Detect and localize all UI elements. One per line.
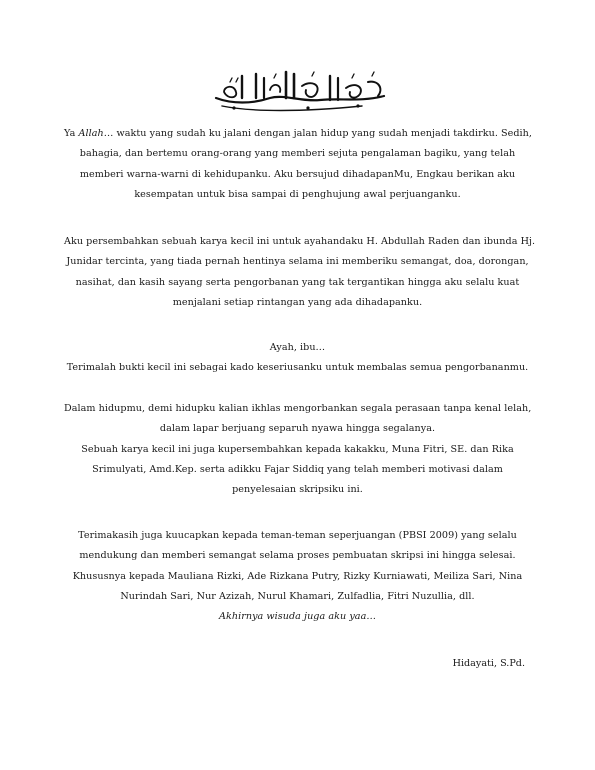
siblings-line-3: Sebuah karya kecil ini juga kupersembahkan kepada kakakku, Muna Fitri, SE. dan Rika [81, 443, 514, 455]
siblings-line-2: dalam lapar berjuang separuh nyawa hingga segalanya. [159, 423, 436, 435]
ayah-ibu-line-2: Terimalah bukti kecil ini sebagai kado keseriusanku untuk membalas semua pengorbananmu. [66, 362, 529, 374]
friends-paragraph [64, 526, 531, 627]
parents-line-1: Aku persembahkan sebuah karya kecil ini untuk ayahandaku H. Abdullah Raden dan ibunda Hj. [64, 236, 536, 247]
siblings-line-4: Srimulyati, Amd.Kep. serta adikku Fajar Siddiq yang telah memberi motivasi dalam [92, 463, 503, 475]
opening-line-4: kesempatan untuk bisa sampai di penghujung awal perjuanganku. [134, 188, 461, 200]
opening-line-2: bahagia, dan bertemu orang-orang yang memberi sejuta pengalaman bagiku, yang telah [79, 148, 516, 160]
closing-italic-line: Akhirnya wisuda juga aku yaa… [219, 611, 376, 623]
parents-line-2: Junidar tercinta, yang tiada pernah hentinya selama ini memberiku semangat, doa, dorongan, [66, 256, 529, 268]
bismillah-calligraphy [212, 68, 390, 114]
opening-line-1 [64, 124, 531, 144]
friends-line-3: Khususnya kepada Mauliana Rizki, Ade Rizkana Putry, Rizky Kurniawati, Meiliza Sari, Nina [72, 570, 523, 582]
parents-line-3: nasihat, dan kasih sayang serta pengorbanan yang tak tergantikan hingga aku selalu kuat [75, 276, 520, 288]
ayah-ibu-paragraph [64, 338, 531, 379]
parents-dedication-paragraph [64, 232, 536, 313]
opening-paragraph [64, 124, 531, 205]
siblings-line-1: Dalam hidupmu, demi hidupku kalian ikhlas mengorbankan segala perasaan tanpa kenal lelah, [64, 403, 532, 414]
siblings-paragraph [64, 399, 531, 500]
line-text: waktu yang sudah ku jalani dengan jalan hidup yang sudah menjadi takdirku. Sedih, [113, 128, 533, 139]
parents-line-4: menjalani setiap rintangan yang ada dihadapanku. [172, 296, 423, 308]
friends-line-2: mendukung dan memberi semangat selama proses pembuatan skripsi ini hingga selesai. [79, 550, 516, 562]
friends-line-1: Terimakasih juga kuucapkan kepada teman-teman seperjuangan (PBSI 2009) yang selalu [78, 530, 517, 541]
siblings-line-5: penyelesaian skripsiku ini. [232, 484, 363, 496]
author-signature: Hidayati, S.Pd. [452, 658, 525, 669]
allah-italic-text: Allah… [78, 128, 114, 139]
friends-line-4: Nurindah Sari, Nur Azizah, Nurul Khamari, Zulfadlia, Fitri Nuzullia, dll. [120, 590, 475, 602]
ayah-ibu-line-1: Ayah, ibu… [269, 342, 326, 353]
opening-line-3: memberi warna-warni di kehidupanku. Aku bersujud dihadapanMu, Engkau berikan aku [79, 168, 516, 180]
line-text: Ya [64, 128, 79, 139]
